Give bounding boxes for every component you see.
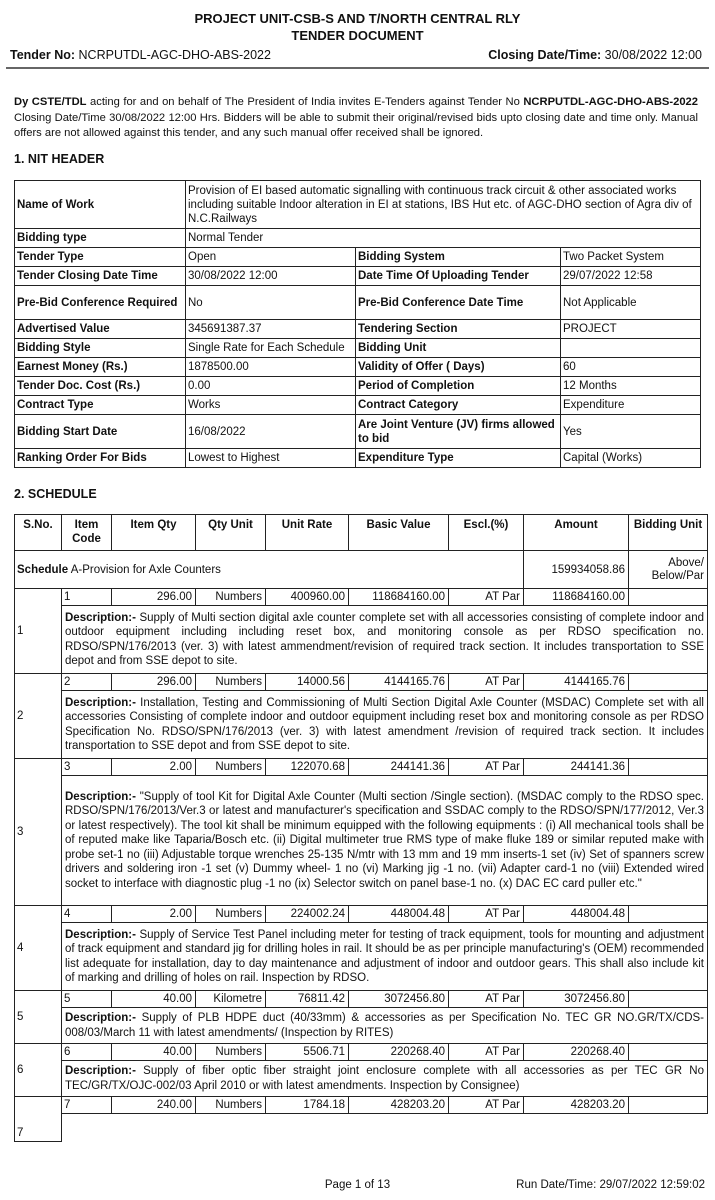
item-bidding-unit [629,1044,708,1061]
item-bidding-unit [629,991,708,1008]
item-qty: 40.00 [112,991,196,1008]
nit-value: Yes [561,415,701,449]
item-row [15,1097,708,1114]
nit-label: Earnest Money (Rs.) [15,358,186,377]
item-amount: 118684160.00 [524,589,629,606]
item-description [62,1008,708,1044]
nit-value: 1878500.00 [186,358,356,377]
nit-label: Bidding Unit [356,339,561,358]
item-description [62,691,708,759]
desc-label: Description:- [65,1065,136,1078]
schedule-name: A-Provision for Axle Counters [68,563,221,576]
nit-row [15,377,701,396]
item-code: 4 [62,906,112,923]
nit-value: Normal Tender [186,229,701,248]
item-unit: Numbers [196,674,266,691]
document-subtitle: TENDER DOCUMENT [291,28,424,43]
item-description [62,606,708,674]
item-escl: AT Par [449,1044,524,1061]
nit-label: Ranking Order For Bids [15,449,186,468]
nit-label: Contract Type [15,396,186,415]
item-desc-row [15,776,708,906]
col-header: Item Code [62,515,112,551]
header-divider [6,67,709,69]
nit-label: Pre-Bid Conference Required [15,286,186,320]
item-sno: 6 [15,1044,62,1097]
nit-row [15,286,701,320]
desc-text: Supply of Service Test Panel including meter for testing of track equipment, tools for mounting and adjustment of track equipment and standard jig for drilling holes in rail. It should be as per principle manufacturing's (OEM) recommended list adequate for installation, day to day maintenance and adjustment of indoor and outdoor gears. This shall also include kit of marking and drilling of holes on rail. Inspection by RDSO. [65,928,704,984]
item-rate: 14000.56 [266,674,349,691]
closing-date [488,48,702,62]
item-qty: 296.00 [112,674,196,691]
nit-value: 12 Months [561,377,701,396]
desc-label: Description:- [65,696,136,709]
nit-row [15,396,701,415]
nit-value: PROJECT [561,320,701,339]
item-escl: AT Par [449,759,524,776]
item-code: 1 [62,589,112,606]
item-basic: 4144165.76 [349,674,449,691]
schedule-group-title [15,551,524,589]
item-desc-row [15,691,708,759]
col-header: Bidding Unit [629,515,708,551]
col-header: Qty Unit [196,515,266,551]
item-escl: AT Par [449,674,524,691]
item-amount: 4144165.76 [524,674,629,691]
nit-value: No [186,286,356,320]
nit-value: Open [186,248,356,267]
nit-label: Period of Completion [356,377,561,396]
schedule-header-row [15,515,708,551]
tender-no [10,48,271,62]
item-row [15,906,708,923]
item-code: 6 [62,1044,112,1061]
item-code: 7 [62,1097,112,1114]
item-unit: Numbers [196,906,266,923]
col-header: Amount [524,515,629,551]
desc-text: "Supply of tool Kit for Digital Axle Counter (Multi section /Single section). (MSDAC comply to the RDSO spec. RDSO/SPN/176/2013/Ver.3 or latest and manufacturer's specification and SSDAC comply to the RDSO/SPN/177/2012, Ver.3 or latest respectively). The tool kit shall be minimum equipped with the following equipments : (i) All mechanical tools shall be of reputed make like Taparia/Bosch etc. (ii) Digital multimeter true RMS type of make fluke 189 or similar reputed make with probe set-1 no (iii) Adjustable torque wrenches 25-135 N/mtr with 13 mm and 19 mm inserts-1 set (iv) Set of spanners screw drivers and soldering iron -1 set (v) Dummy wheel- 1 no (vi) Marking jig -1 no. (vii) Adapter card-1 no (viii) Extended wired socket to interface with diagnostic plug -1 no (ix) Selector switch on panel base-1 no. (x) DAC EC card puller etc." [65,791,704,890]
item-rate: 5506.71 [266,1044,349,1061]
item-row [15,991,708,1008]
item-escl: AT Par [449,906,524,923]
item-row [15,589,708,606]
nit-row [15,248,701,267]
nit-value: 60 [561,358,701,377]
item-escl: AT Par [449,991,524,1008]
item-sno: 1 [15,589,62,674]
nit-value: 345691387.37 [186,320,356,339]
item-qty: 296.00 [112,589,196,606]
item-description [62,776,708,906]
desc-label: Description:- [65,611,136,624]
desc-label: Description:- [65,1012,136,1025]
run-value: 29/07/2022 12:59:02 [599,1179,705,1191]
nit-label: Tender Type [15,248,186,267]
run-label: Run Date/Time: [516,1179,597,1191]
item-desc-row [15,606,708,674]
nit-label: Advertised Value [15,320,186,339]
item-rate: 122070.68 [266,759,349,776]
desc-label: Description:- [65,928,136,941]
item-description [62,923,708,991]
nit-value: 29/07/2022 12:58 [561,267,701,286]
item-basic: 3072456.80 [349,991,449,1008]
schedule-amount: 159934058.86 [524,551,629,589]
document-title: PROJECT UNIT-CSB-S AND T/NORTH CENTRAL RLY [194,11,521,26]
nit-value: Works [186,396,356,415]
item-qty: 240.00 [112,1097,196,1114]
intro-text-2: Closing Date/Time 30/08/2022 12:00 Hrs. Bidders will be able to submit their original/revised bids upto closing date and time only. Manual offers are not allowed against this tender, and any such manual offer received shall be ignored. [14,111,698,139]
item-unit: Numbers [196,1044,266,1061]
run-datetime [516,1179,705,1191]
nit-row [15,358,701,377]
nit-row [15,267,701,286]
item-desc-row [15,1061,708,1097]
tender-no-value: NCRPUTDL-AGC-DHO-ABS-2022 [78,48,271,62]
item-desc-row [15,923,708,991]
schedule-label: Schedule [17,563,69,576]
item-bidding-unit [629,906,708,923]
nit-value: Expenditure [561,396,701,415]
intro-authority: Dy CSTE/TDL [14,96,87,108]
item-bidding-unit [629,589,708,606]
nit-value: Single Rate for Each Schedule [186,339,356,358]
item-sno: 5 [15,991,62,1044]
item-amount: 448004.48 [524,906,629,923]
nit-label: Tender Closing Date Time [15,267,186,286]
item-unit: Numbers [196,589,266,606]
item-rate: 224002.24 [266,906,349,923]
nit-row-name-of-work [15,181,701,229]
nit-label: Bidding type [15,229,186,248]
tender-no-label: Tender No: [10,48,76,62]
nit-row-bidding-type [15,229,701,248]
item-escl: AT Par [449,589,524,606]
closing-value: 30/08/2022 12:00 [604,48,702,62]
intro-paragraph [14,95,698,142]
nit-value: 0.00 [186,377,356,396]
item-unit: Numbers [196,759,266,776]
item-qty: 2.00 [112,906,196,923]
nit-value: Lowest to Highest [186,449,356,468]
nit-row [15,339,701,358]
schedule-group-row [15,551,708,589]
nit-label: Validity of Offer ( Days) [356,358,561,377]
col-header: Basic Value [349,515,449,551]
item-code: 3 [62,759,112,776]
nit-heading: 1. NIT HEADER [14,152,105,166]
desc-text: Supply of fiber optic fiber straight joint enclosure complete with all accessories as per TEC GR No TEC/GR/TX/OJC-002/03 April 2010 or with latest amendments. Inspection by Consignee) [65,1065,704,1092]
item-description [62,1114,708,1142]
nit-label: Bidding Start Date [15,415,186,449]
nit-value: 16/08/2022 [186,415,356,449]
nit-label: Name of Work [15,181,186,229]
item-sno: 7 [15,1097,62,1142]
item-basic: 448004.48 [349,906,449,923]
nit-table [14,180,701,468]
item-sno: 2 [15,674,62,759]
nit-label: Date Time Of Uploading Tender [356,267,561,286]
nit-label: Contract Category [356,396,561,415]
item-qty: 40.00 [112,1044,196,1061]
nit-label: Bidding System [356,248,561,267]
nit-label: Expenditure Type [356,449,561,468]
item-code: 5 [62,991,112,1008]
schedule-bidding-unit: Above/ Below/Par [629,551,708,589]
schedule-table [14,514,708,1142]
nit-value [561,339,701,358]
item-rate: 1784.18 [266,1097,349,1114]
item-amount: 428203.20 [524,1097,629,1114]
item-amount: 220268.40 [524,1044,629,1061]
page-number: Page 1 of 13 [324,1179,391,1191]
desc-text: Supply of Multi section digital axle counter complete set with all accessories consisting of complete indoor and outdoor equipment including including reset box, and monitoring console as per RDSO specification no. RDSO/SPN/176/2013 (ver. 3) with latest ammendment/revision of required track section. It includes transportation to SSE depot and from SSE depot to site. [65,611,704,667]
nit-label: Tender Doc. Cost (Rs.) [15,377,186,396]
item-basic: 220268.40 [349,1044,449,1061]
item-bidding-unit [629,1097,708,1114]
nit-value: Two Packet System [561,248,701,267]
item-desc-row [15,1008,708,1044]
item-sno: 3 [15,759,62,906]
desc-text: Installation, Testing and Commissioning of Multi Section Digital Axle Counter (MSDAC) Complete set with all accessories Consisting of complete indoor and outdoor equipment including reset box and monitoring console as per RDSO Specification No. RDSO/SPN/176/2013 (ver. 3) with latest amendment /revision of required track section. It includes transportation to SSE depot and from SSE depot to site. [65,696,704,752]
item-desc-row [15,1114,708,1142]
col-header: Unit Rate [266,515,349,551]
nit-row [15,449,701,468]
item-unit: Kilometre [196,991,266,1008]
schedule-heading: 2. SCHEDULE [14,487,97,501]
item-basic: 118684160.00 [349,589,449,606]
nit-value: Capital (Works) [561,449,701,468]
nit-value: Provision of EI based automatic signalling with continuous track circuit & other associated works including suitable Indoor alteration in EI at stations, IBS Hut etc. of AGC-DHO section of Agra div of N.C.Railways [186,181,701,229]
desc-label: Description:- [65,791,136,804]
item-row [15,1044,708,1061]
item-row [15,674,708,691]
item-basic: 244141.36 [349,759,449,776]
item-code: 2 [62,674,112,691]
item-amount: 3072456.80 [524,991,629,1008]
col-header: Escl.(%) [449,515,524,551]
nit-label: Are Joint Venture (JV) firms allowed to bid [356,415,561,449]
col-header: Item Qty [112,515,196,551]
item-bidding-unit [629,674,708,691]
item-row [15,759,708,776]
nit-value: 30/08/2022 12:00 [186,267,356,286]
item-amount: 244141.36 [524,759,629,776]
item-unit: Numbers [196,1097,266,1114]
item-bidding-unit [629,759,708,776]
item-qty: 2.00 [112,759,196,776]
col-header: S.No. [15,515,62,551]
nit-value: Not Applicable [561,286,701,320]
item-description [62,1061,708,1097]
item-rate: 76811.42 [266,991,349,1008]
nit-label: Tendering Section [356,320,561,339]
intro-text-1: acting for and on behalf of The President of India invites E-Tenders against Tender No [86,96,524,108]
item-rate: 400960.00 [266,589,349,606]
intro-tender-no: NCRPUTDL-AGC-DHO-ABS-2022 [523,96,698,108]
item-basic: 428203.20 [349,1097,449,1114]
nit-label: Bidding Style [15,339,186,358]
desc-text: Supply of PLB HDPE duct (40/33mm) & accessories as per Specification No. TEC GR NO.GR/TX/CDS-008/03/March 11 with latest amendments/ (Inspection by RITES) [65,1012,704,1039]
item-sno: 4 [15,906,62,991]
nit-label: Pre-Bid Conference Date Time [356,286,561,320]
item-escl: AT Par [449,1097,524,1114]
closing-label: Closing Date/Time: [488,48,602,62]
nit-row [15,320,701,339]
nit-row [15,415,701,449]
